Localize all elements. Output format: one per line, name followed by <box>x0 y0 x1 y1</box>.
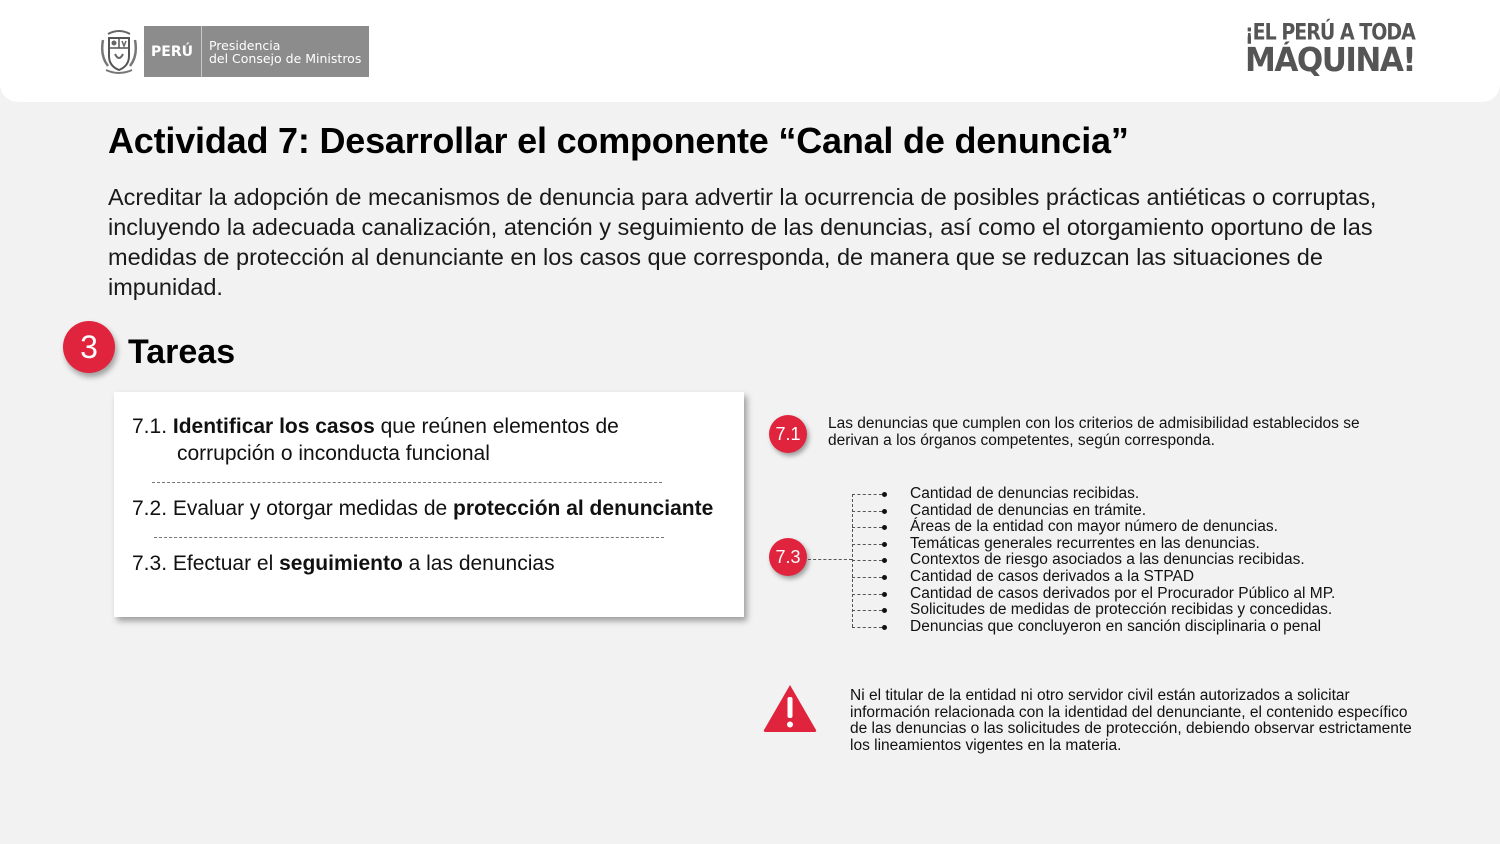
list-item-text: Temáticas generales recurrentes en las denuncias. <box>910 534 1260 552</box>
task-text: Efectuar el <box>172 552 280 575</box>
list-item-text: Cantidad de casos derivados por el Procurador Público al MP. <box>910 584 1336 602</box>
institution-line-1: Presidencia <box>208 37 281 53</box>
list-item <box>850 602 1410 619</box>
task-number: 7.3. <box>132 552 168 575</box>
task-7-2 <box>132 495 713 522</box>
list-item-text: Denuncias que concluyeron en sanción disciplinaria o penal <box>910 617 1322 635</box>
task-continuation: corrupción o inconducta funcional <box>177 442 490 465</box>
task-divider <box>154 537 664 538</box>
list-item-text: Cantidad de casos derivados a la STPAD <box>910 567 1195 585</box>
header-bar <box>0 0 1500 102</box>
task-text-rest: que reúnen elementos de <box>374 415 619 438</box>
brand-line-1: ¡EL PERÚ A TODA <box>1245 19 1415 45</box>
brand-line-2: MÁQUINA! <box>1245 41 1415 80</box>
list-item <box>850 519 1410 536</box>
task-text-rest: a las denuncias <box>402 552 555 575</box>
institution-name <box>209 39 361 65</box>
institution-line-2: del Consejo de Ministros <box>208 50 362 66</box>
badge-7-1: 7.1 <box>769 415 807 453</box>
list-item <box>850 586 1410 603</box>
task-number: 7.1. <box>132 415 168 438</box>
list-item <box>850 503 1410 520</box>
page-title: Actividad 7: Desarrollar el componente “Canal de denuncia” <box>108 120 1129 161</box>
list-item-text: Solicitudes de medidas de protección recibidas y concedidas. <box>910 601 1333 619</box>
badge-7-3: 7.3 <box>769 538 807 576</box>
warning-text: Ni el titular de la entidad ni otro servidor civil están autorizados a solicitar información relacionada con la identidad del denunciante, el contenido específico de las denuncias o las solicitudes de protección, debiendo observar estrictamente los lineamientos vigentes en la materia. <box>850 687 1412 754</box>
task-7-1 <box>132 413 619 467</box>
list-item-text: Contextos de riesgo asociados a las denuncias recibidas. <box>910 551 1305 569</box>
list-item <box>850 486 1410 503</box>
task-text: Evaluar y otorgar medidas de <box>172 497 454 520</box>
step-number-badge: 3 <box>63 321 115 373</box>
government-logo[interactable] <box>100 26 369 77</box>
indicator-list <box>850 486 1410 635</box>
coat-of-arms-icon <box>100 28 138 76</box>
tasks-card <box>114 392 744 617</box>
list-item <box>850 552 1410 569</box>
warning-icon <box>762 683 818 733</box>
task-highlight: Identificar los casos <box>172 415 375 438</box>
brand-slogan <box>1245 19 1415 80</box>
intro-paragraph: Acreditar la adopción de mecanismos de denuncia para advertir la ocurrencia de posibles prácticas antiéticas o corruptas, incluyendo la adecuada canalización, atención y seguimiento de las denuncias, así como el otorgamiento oportuno de las medidas de protección al denunciante en los casos que corresponda, de manera que se reduzcan las situaciones de impunidad. <box>108 184 1377 300</box>
list-item <box>850 569 1410 586</box>
note-7-1-text: Las denuncias que cumplen con los criterios de admisibilidad establecidos se derivan a los órganos competentes, según corresponda. <box>828 415 1360 449</box>
list-item <box>850 619 1410 636</box>
task-highlight: protección al denunciante <box>453 497 714 520</box>
peru-label: PERÚ <box>144 26 202 77</box>
list-item-text: Cantidad de denuncias recibidas. <box>910 485 1140 502</box>
list-item <box>850 536 1410 553</box>
task-highlight: seguimiento <box>279 552 403 575</box>
task-7-3 <box>132 550 555 577</box>
institution-box <box>144 26 369 77</box>
list-item-text: Áreas de la entidad con mayor número de denuncias. <box>910 518 1278 536</box>
tasks-heading: Tareas <box>128 333 236 371</box>
connector-line <box>808 559 852 560</box>
task-number: 7.2. <box>132 497 168 520</box>
list-item-text: Cantidad de denuncias en trámite. <box>910 501 1147 519</box>
task-divider <box>152 482 662 483</box>
